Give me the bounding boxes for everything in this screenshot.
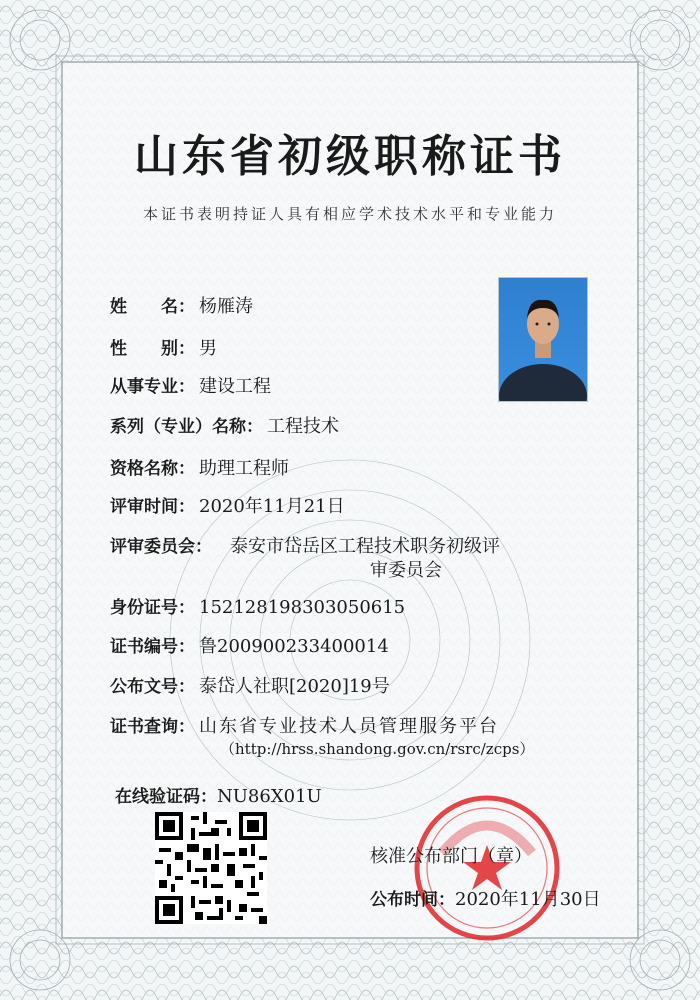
certificate-title: 山东省初级职称证书 [134,131,566,182]
doc-number-row [110,672,390,698]
committee-row-2 [370,556,442,582]
review-date-label: 评审时间： [110,497,195,517]
verify-code: NU86X01U [217,786,322,807]
profession-value: 建设工程 [199,376,271,397]
publish-label: 公布时间： [370,890,455,910]
series-value: 工程技术 [267,416,339,437]
qualification-label: 资格名称： [110,459,195,479]
official-seal [412,793,562,943]
profession-label: 从事专业： [110,377,195,397]
id-number-row [110,593,405,618]
query-platform: 山东省专业技术人员管理服务平台 [199,716,499,737]
doc-number-label: 公布文号： [110,677,195,697]
approval-dept: 核准公布部门（章） [370,846,532,867]
query-label: 证书查询： [110,717,195,737]
review-date-row [110,492,345,518]
qualification-value: 助理工程师 [199,458,289,479]
cert-number-value: 鲁200900233400014 [199,636,389,657]
committee-value-line1: 泰安市岱岳区工程技术职务初级评 [230,536,500,557]
committee-label: 评审委员会： [110,537,212,557]
committee-value-line2: 审委员会 [370,560,442,581]
gender-value: 男 [199,338,217,359]
query-url-row[interactable] [220,738,534,759]
gender-label: 性 别： [110,339,195,359]
query-row [110,712,499,738]
verify-label: 在线验证码： [115,787,217,807]
doc-number-value: 泰岱人社职[2020]19号 [199,676,390,697]
publish-row [370,885,601,911]
verify-row [115,782,322,807]
qualification-row [110,454,289,480]
certificate-subtitle: 本证书表明持证人具有相应学术技术水平和专业能力 [142,205,557,223]
id-number-label: 身份证号： [110,598,195,618]
name-row [110,292,253,318]
series-label: 系列（专业）名称： [110,417,263,437]
committee-row [110,532,500,558]
gender-row [110,334,217,360]
series-row [110,412,339,438]
name-value: 杨雁涛 [199,296,253,317]
qr-code[interactable] [155,812,267,924]
cert-number-row [110,632,389,658]
name-label: 姓 名： [110,297,195,317]
holder-photo [498,277,588,402]
profession-row [110,372,271,398]
publish-date: 2020年11月30日 [455,889,601,910]
query-url[interactable]: （http://hrss.shandong.gov.cn/rsrc/zcps） [220,740,535,758]
review-date-value: 2020年11月21日 [199,496,345,517]
cert-number-label: 证书编号： [110,637,195,657]
id-number-value: 152128198303050615 [199,597,406,618]
